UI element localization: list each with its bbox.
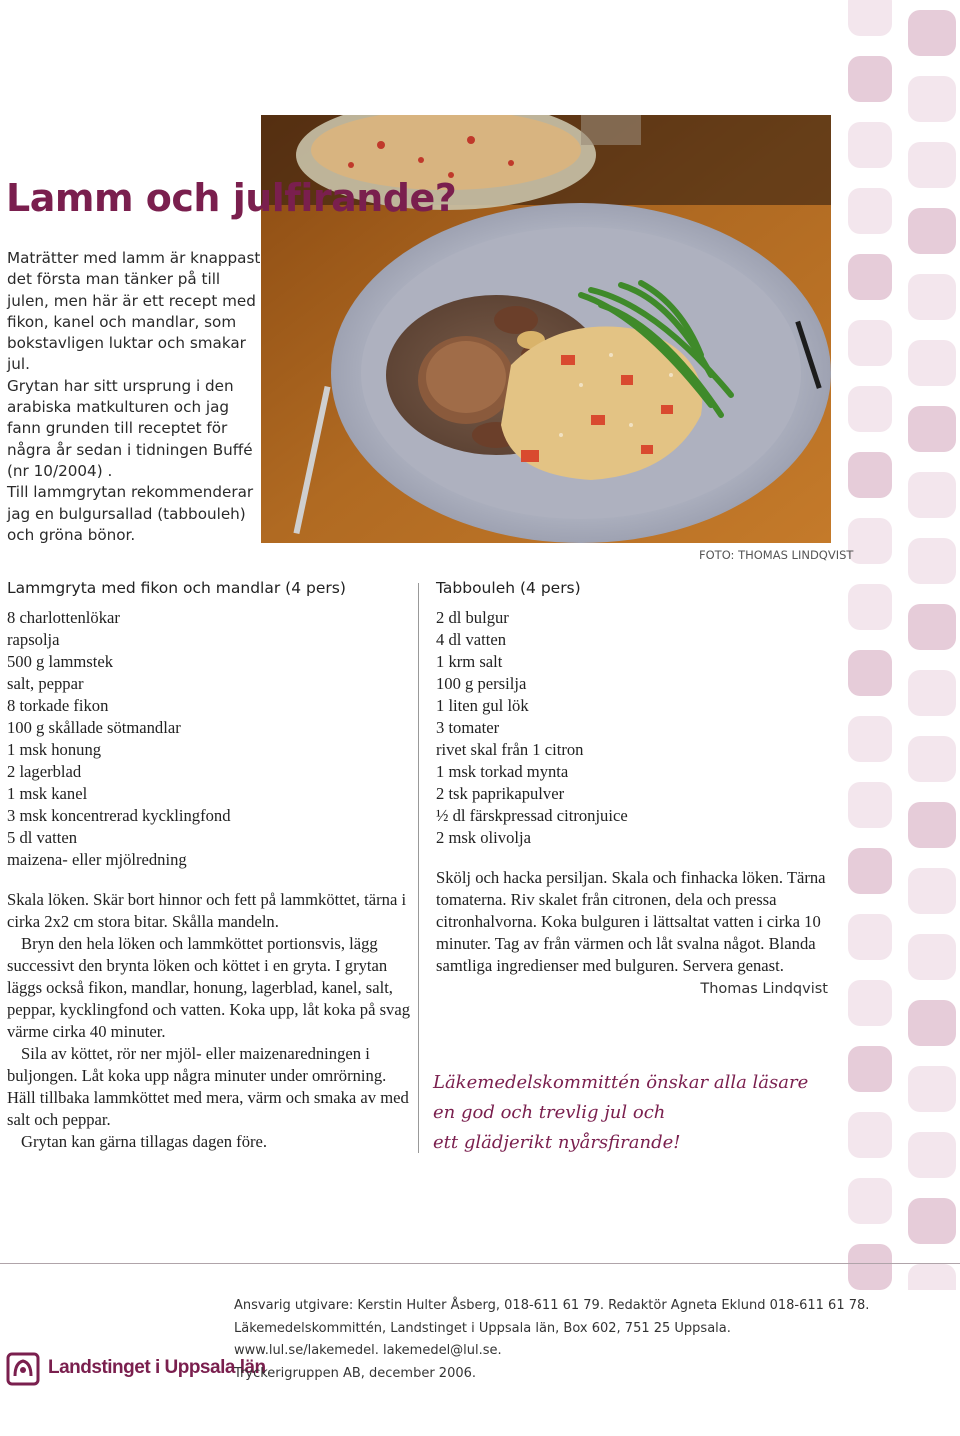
decorative-square	[848, 914, 892, 960]
decorative-square	[908, 868, 956, 914]
ingredient: salt, peppar	[7, 674, 84, 693]
decorative-square	[908, 274, 956, 320]
decorative-square	[848, 320, 892, 366]
ingredient: 100 g persilja	[436, 674, 527, 693]
decorative-square	[848, 1112, 892, 1158]
ingredient: 1 liten gul lök	[436, 696, 529, 715]
logo-text: Landstinget i Uppsala län	[48, 1357, 266, 1378]
decorative-square	[908, 340, 956, 386]
decorative-square	[908, 736, 956, 782]
ingredient: 8 charlottenlökar	[7, 608, 120, 627]
footer-line: Ansvarig utgivare: Kerstin Hulter Åsberg, 018-611 61 79. Redaktör Agneta Eklund 018-611 61 78.	[234, 1298, 870, 1313]
decorative-square	[848, 1178, 892, 1224]
decorative-square	[908, 10, 956, 56]
decorative-square	[908, 670, 956, 716]
ingredient: 2 dl bulgur	[436, 608, 509, 627]
decorative-square	[848, 1244, 892, 1290]
decorative-square	[848, 518, 892, 564]
page-title: Lamm och julfirande?	[6, 176, 457, 220]
ingredient: 4 dl vatten	[436, 630, 507, 649]
decorative-square	[908, 802, 956, 848]
greeting-line: en god och trevlig jul och	[433, 1102, 666, 1123]
decorative-square	[848, 848, 892, 894]
ingredient: 5 dl vatten	[7, 828, 78, 847]
decorative-square	[848, 254, 892, 300]
ingredient: maizena- eller mjölredning	[7, 850, 187, 869]
ingredient: 1 krm salt	[436, 652, 503, 671]
decorative-square	[848, 386, 892, 432]
decorative-square	[908, 1198, 956, 1244]
decorative-square	[908, 1264, 956, 1290]
ingredient: 2 msk olivolja	[436, 828, 531, 847]
decorative-square	[908, 208, 956, 254]
method-paragraph: Sila av köttet, rör ner mjöl- eller maizenaredningen i buljongen. Låt koka upp några minuter under omrörning. Häll tillbaka lammköttet med mera, värm och smaka av med salt och peppar.	[7, 1044, 409, 1129]
decorative-square	[908, 1000, 956, 1046]
decorative-square	[908, 604, 956, 650]
recipe-method	[436, 867, 828, 977]
author-name: Thomas Lindqvist	[700, 981, 828, 997]
decorative-square	[848, 122, 892, 168]
method-paragraph: Skölj och hacka persiljan. Skala och finhacka löken. Tärna tomaterna. Riv skalet från citronen, dela och pressa citronhalvorna. Koka bulguren i lättsaltat vatten i cirka 10 minuter. Tag av från värmen och låt svalna något. Blanda samtliga ingredienser med bulguren. Servera genast.	[436, 868, 826, 975]
ingredient: rapsolja	[7, 630, 60, 649]
method-paragraph: Grytan kan gärna tillagas dagen före.	[21, 1132, 268, 1151]
ingredient: 8 torkade fikon	[7, 696, 109, 715]
ingredient: 3 tomater	[436, 718, 500, 737]
logo-mark-icon	[6, 1352, 40, 1386]
decorative-square	[848, 0, 892, 36]
recipe-method	[7, 889, 417, 1153]
intro-text	[7, 248, 262, 546]
photo-credit: FOTO: THOMAS LINDQVIST	[699, 548, 854, 562]
decorative-square	[908, 472, 956, 518]
recipe-heading: Tabbouleh (4 pers)	[436, 579, 581, 597]
footer-divider	[0, 1263, 960, 1264]
ingredient: ½ dl färskpressad citronjuice	[436, 806, 628, 825]
recipe-heading: Lammgryta med fikon och mandlar (4 pers)	[7, 579, 346, 597]
decorative-square	[848, 188, 892, 234]
decorative-square	[848, 584, 892, 630]
decorative-pattern	[838, 0, 960, 1290]
decorative-square	[908, 406, 956, 452]
ingredient: 3 msk koncentrerad kycklingfond	[7, 806, 231, 825]
method-paragraph: Skala löken. Skär bort hinnor och fett på lammköttet, tärna i cirka 2x2 cm stora bitar. Skålla mandeln.	[7, 890, 407, 931]
footer-line: Läkemedelskommittén, Landstinget i Uppsala län, Box 602, 751 25 Uppsala.	[234, 1320, 731, 1336]
ingredient: 2 lagerblad	[7, 762, 82, 781]
recipe-tabbouleh	[436, 579, 828, 997]
intro-paragraph: Maträtter med lamm är knappast det första man tänker på till julen, men här är ett recept med fikon, kanel och mandlar, som bokstavligen luktar och smakar jul.	[7, 249, 261, 374]
decorative-square	[908, 1066, 956, 1112]
recipe-lamm	[7, 579, 417, 1153]
footer-line[interactable]: www.lul.se/lakemedel. lakemedel@lul.se.	[234, 1343, 502, 1358]
decorative-square	[848, 452, 892, 498]
decorative-square	[848, 56, 892, 102]
intro-paragraph: Till lammgrytan rekommenderar jag en bulgursallad (tabbouleh) och gröna bönor.	[7, 483, 254, 544]
footer-line: Tryckerigruppen AB, december 2006.	[234, 1365, 477, 1381]
ingredient: 1 msk kanel	[7, 784, 88, 803]
ingredient-list	[7, 607, 417, 871]
ingredient: 2 tsk paprikapulver	[436, 784, 565, 803]
ingredient: 100 g skållade sötmandlar	[7, 718, 181, 737]
decorative-square	[908, 934, 956, 980]
column-divider	[418, 583, 419, 1153]
decorative-square	[848, 650, 892, 696]
ingredient: rivet skal från 1 citron	[436, 740, 584, 759]
ingredient: 1 msk honung	[7, 740, 102, 759]
greeting-line: Läkemedelskommittén önskar alla läsare	[433, 1072, 809, 1093]
ingredient: 1 msk torkad mynta	[436, 762, 569, 781]
organization-logo	[6, 1352, 266, 1388]
decorative-square	[908, 76, 956, 122]
decorative-square	[848, 1046, 892, 1092]
decorative-square	[908, 1132, 956, 1178]
ingredient: 500 g lammstek	[7, 652, 114, 671]
method-paragraph: Bryn den hela löken och lammköttet portionsvis, lägg successivt den brynta löken och köttet i en gryta. I grytan läggs också fikon, mandlar, honung, lagerblad, kanel, salt, peppar, kycklingfond och vatten. Koka upp, låt koka på svag värme cirka 40 minuter.	[7, 934, 411, 1041]
decorative-square	[848, 716, 892, 762]
decorative-square	[848, 980, 892, 1026]
footer-info	[234, 1295, 869, 1385]
intro-paragraph: Grytan har sitt ursprung i den arabiska matkulturen och jag fann grunden till receptet för några år sedan i tidningen Buffé (nr 10/2004) .	[7, 376, 253, 480]
decorative-square	[908, 142, 956, 188]
greeting	[433, 1068, 808, 1158]
decorative-square	[848, 782, 892, 828]
greeting-line: ett glädjerikt nyårsfirande!	[433, 1132, 681, 1153]
ingredient-list	[436, 607, 828, 849]
decorative-square	[908, 538, 956, 584]
